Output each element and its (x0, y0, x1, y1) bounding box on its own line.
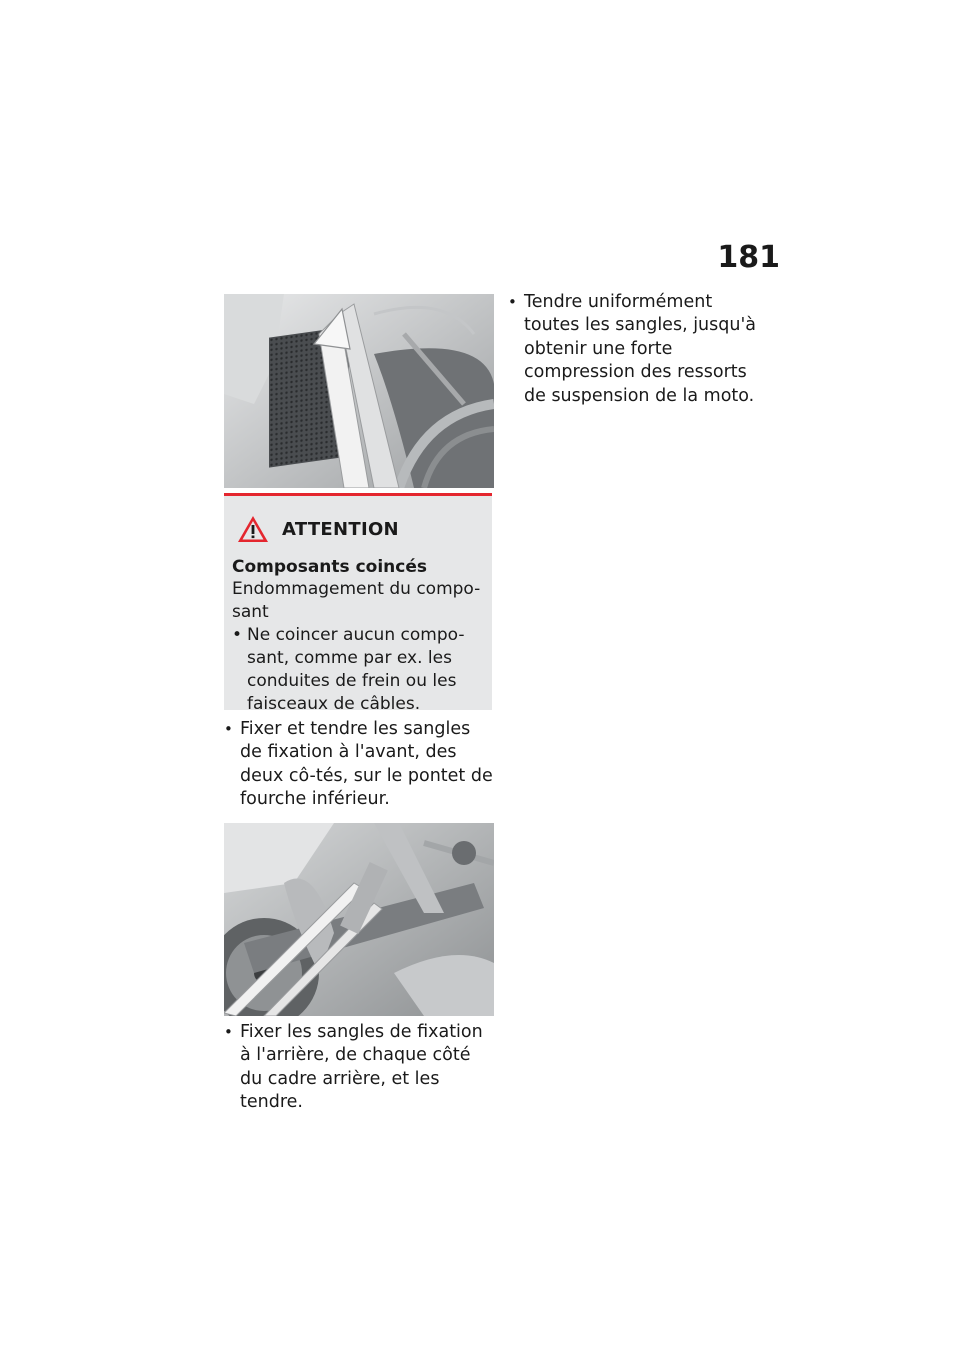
warning-subject: Composants coincés (232, 557, 427, 577)
warning-title: ATTENTION (282, 518, 399, 540)
bullet-icon: • (508, 293, 517, 311)
warning-header (232, 514, 484, 544)
warning-instruction-text: Ne coincer aucun compo-sant, comme par ex. les conduites de frein ou les faisceaux de câbles. (247, 625, 465, 714)
bullet-icon: • (232, 625, 243, 645)
step-text: Fixer et tendre les sangles de fixation à l'avant, des deux cô-tés, sur le pontet de fourche inférieur. (240, 719, 493, 810)
rear-frame-strap-photo (224, 823, 494, 1016)
bullet-icon: • (224, 1023, 233, 1041)
front-fork-strap-photo (224, 294, 494, 488)
warning-box (224, 493, 492, 714)
warning-consequence: Endommagement du compo-sant (232, 579, 481, 622)
step-text: Fixer les sangles de fixation à l'arrière, de chaque côté du cadre arrière, et les tendre. (240, 1022, 483, 1113)
instruction-step (224, 1021, 496, 1115)
warning-instruction (232, 624, 484, 716)
step-text: Tendre uniformément toutes les sangles, jusqu'à obtenir une forte compression des ressorts de suspension de la moto. (524, 292, 756, 406)
instruction-step (508, 291, 770, 408)
warning-triangle-icon (236, 514, 270, 544)
bullet-icon: • (224, 720, 233, 738)
instruction-step (224, 718, 496, 812)
page-number: 181 (717, 240, 780, 275)
